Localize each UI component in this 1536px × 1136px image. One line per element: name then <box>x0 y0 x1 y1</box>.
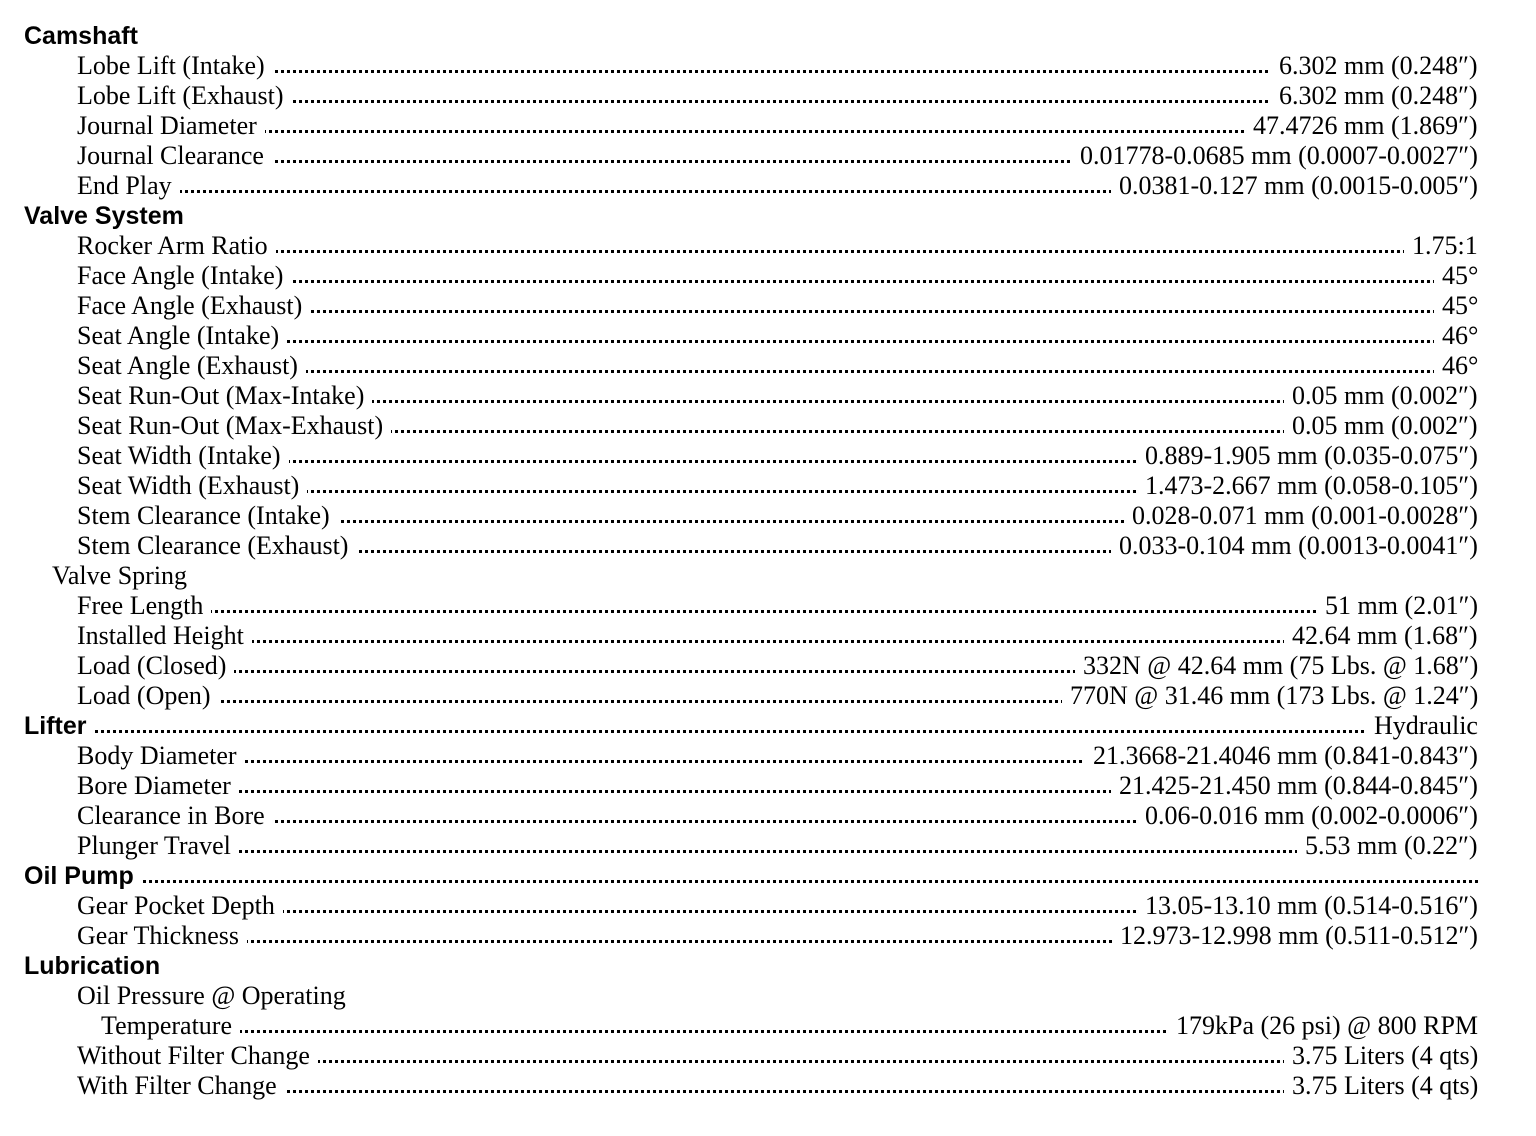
spec-row <box>0 381 1536 411</box>
spec-row <box>0 471 1536 501</box>
section-heading <box>0 711 1536 741</box>
spec-row <box>0 591 1536 621</box>
spec-row <box>0 231 1536 261</box>
spec-label: Free Length <box>77 591 211 620</box>
spec-label: Journal Diameter <box>77 111 265 140</box>
spec-row <box>0 741 1536 771</box>
spec-row <box>0 831 1536 861</box>
spec-row <box>0 411 1536 441</box>
dot-leader <box>77 610 1478 613</box>
spec-label: Face Angle (Exhaust) <box>77 291 310 320</box>
spec-row <box>0 621 1536 651</box>
spec-label: Load (Closed) <box>77 651 234 680</box>
spec-value: 770N @ 31.46 mm (173 Lbs. @ 1.24″) <box>1062 681 1478 711</box>
spec-label: Seat Width (Intake) <box>77 441 289 470</box>
section-title: Oil Pump <box>24 862 142 890</box>
dot-leader <box>77 250 1478 253</box>
spec-row <box>0 561 1536 591</box>
spec-label: Face Angle (Intake) <box>77 261 291 290</box>
spec-row <box>0 1011 1536 1041</box>
spec-label: End Play <box>77 171 180 200</box>
spec-label: Seat Run-Out (Max-Intake) <box>77 381 372 410</box>
spec-row <box>0 351 1536 381</box>
spec-value: 0.0381-0.127 mm (0.0015-0.005″) <box>1111 171 1478 201</box>
spec-value: 21.3668-21.4046 mm (0.841-0.843″) <box>1085 741 1478 771</box>
spec-value: 5.53 mm (0.22″) <box>1297 831 1478 861</box>
spec-row <box>0 651 1536 681</box>
spec-label: Oil Pressure @ Operating <box>77 981 354 1010</box>
spec-value: 21.425-21.450 mm (0.844-0.845″) <box>1111 771 1478 801</box>
spec-value: 0.05 mm (0.002″) <box>1284 411 1478 441</box>
spec-value: 45° <box>1434 291 1478 321</box>
spec-value: 3.75 Liters (4 qts) <box>1284 1071 1478 1101</box>
spec-row <box>0 681 1536 711</box>
spec-sheet <box>0 21 1536 1101</box>
spec-row <box>0 111 1536 141</box>
spec-value: 0.01778-0.0685 mm (0.0007-0.0027″) <box>1072 141 1478 171</box>
spec-value: 0.028-0.071 mm (0.001-0.0028″) <box>1124 501 1478 531</box>
spec-row <box>0 441 1536 471</box>
section-title: Lubrication <box>24 952 168 980</box>
spec-label: Plunger Travel <box>77 831 239 860</box>
spec-value: 42.64 mm (1.68″) <box>1284 621 1478 651</box>
dot-leader <box>77 70 1478 73</box>
spec-label: Seat Angle (Exhaust) <box>77 351 306 380</box>
dot-leader <box>24 730 1478 733</box>
spec-label: Seat Run-Out (Max-Exhaust) <box>77 411 391 440</box>
spec-value: 3.75 Liters (4 qts) <box>1284 1041 1478 1071</box>
spec-label: Stem Clearance (Exhaust) <box>77 531 356 560</box>
spec-row <box>0 81 1536 111</box>
spec-value: 0.05 mm (0.002″) <box>1284 381 1478 411</box>
spec-row <box>0 51 1536 81</box>
spec-value: 6.302 mm (0.248″) <box>1271 81 1478 111</box>
spec-row <box>0 531 1536 561</box>
spec-value: 332N @ 42.64 mm (75 Lbs. @ 1.68″) <box>1075 651 1478 681</box>
section-title: Camshaft <box>24 22 146 50</box>
dot-leader <box>77 640 1478 643</box>
spec-value: Hydraulic <box>1366 711 1478 741</box>
section-title: Lifter <box>24 712 95 740</box>
spec-label: Journal Clearance <box>77 141 272 170</box>
spec-label: Installed Height <box>77 621 252 650</box>
spec-value: 51 mm (2.01″) <box>1317 591 1478 621</box>
section-title: Valve System <box>24 202 192 230</box>
spec-value: 47.4726 mm (1.869″) <box>1245 111 1478 141</box>
spec-label: Stem Clearance (Intake) <box>77 501 338 530</box>
spec-label: Lobe Lift (Intake) <box>77 51 273 80</box>
spec-label: Valve Spring <box>52 561 195 590</box>
spec-label: Rocker Arm Ratio <box>77 231 276 260</box>
spec-row <box>0 921 1536 951</box>
spec-row <box>0 891 1536 921</box>
section-heading <box>0 201 1536 231</box>
spec-row <box>0 261 1536 291</box>
spec-label: Temperature <box>101 1011 240 1040</box>
spec-label: Lobe Lift (Exhaust) <box>77 81 292 110</box>
section-heading <box>0 951 1536 981</box>
spec-row <box>0 771 1536 801</box>
spec-value: 45° <box>1434 261 1478 291</box>
spec-value: 0.889-1.905 mm (0.035-0.075″) <box>1137 441 1478 471</box>
spec-row <box>0 171 1536 201</box>
spec-label: Body Diameter <box>77 741 245 770</box>
section-heading <box>0 861 1536 891</box>
spec-value: 1.473-2.667 mm (0.058-0.105″) <box>1137 471 1478 501</box>
spec-value: 1.75:1 <box>1404 231 1478 261</box>
spec-value: 6.302 mm (0.248″) <box>1271 51 1478 81</box>
spec-label: Seat Angle (Intake) <box>77 321 287 350</box>
section-heading <box>0 21 1536 51</box>
spec-row <box>0 141 1536 171</box>
dot-leader <box>77 1090 1478 1093</box>
spec-label: Seat Width (Exhaust) <box>77 471 307 500</box>
spec-row <box>0 1071 1536 1101</box>
spec-value: 12.973-12.998 mm (0.511-0.512″) <box>1112 921 1478 951</box>
dot-leader <box>24 880 1478 883</box>
spec-label: Bore Diameter <box>77 771 239 800</box>
spec-row <box>0 321 1536 351</box>
spec-value: 46° <box>1434 321 1478 351</box>
spec-row <box>0 1041 1536 1071</box>
spec-label: Gear Thickness <box>77 921 247 950</box>
spec-label: Load (Open) <box>77 681 219 710</box>
spec-row <box>0 801 1536 831</box>
spec-value: 46° <box>1434 351 1478 381</box>
spec-label: With Filter Change <box>77 1071 285 1100</box>
spec-value: 0.06-0.016 mm (0.002-0.0006″) <box>1137 801 1478 831</box>
spec-value: 13.05-13.10 mm (0.514-0.516″) <box>1137 891 1478 921</box>
spec-row <box>0 501 1536 531</box>
spec-label: Clearance in Bore <box>77 801 273 830</box>
spec-label: Without Filter Change <box>77 1041 318 1070</box>
spec-label: Gear Pocket Depth <box>77 891 283 920</box>
spec-row <box>0 291 1536 321</box>
spec-row <box>0 981 1536 1011</box>
dot-leader <box>77 850 1478 853</box>
spec-value: 0.033-0.104 mm (0.0013-0.0041″) <box>1111 531 1478 561</box>
spec-value: 179kPa (26 psi) @ 800 RPM <box>1168 1011 1478 1041</box>
